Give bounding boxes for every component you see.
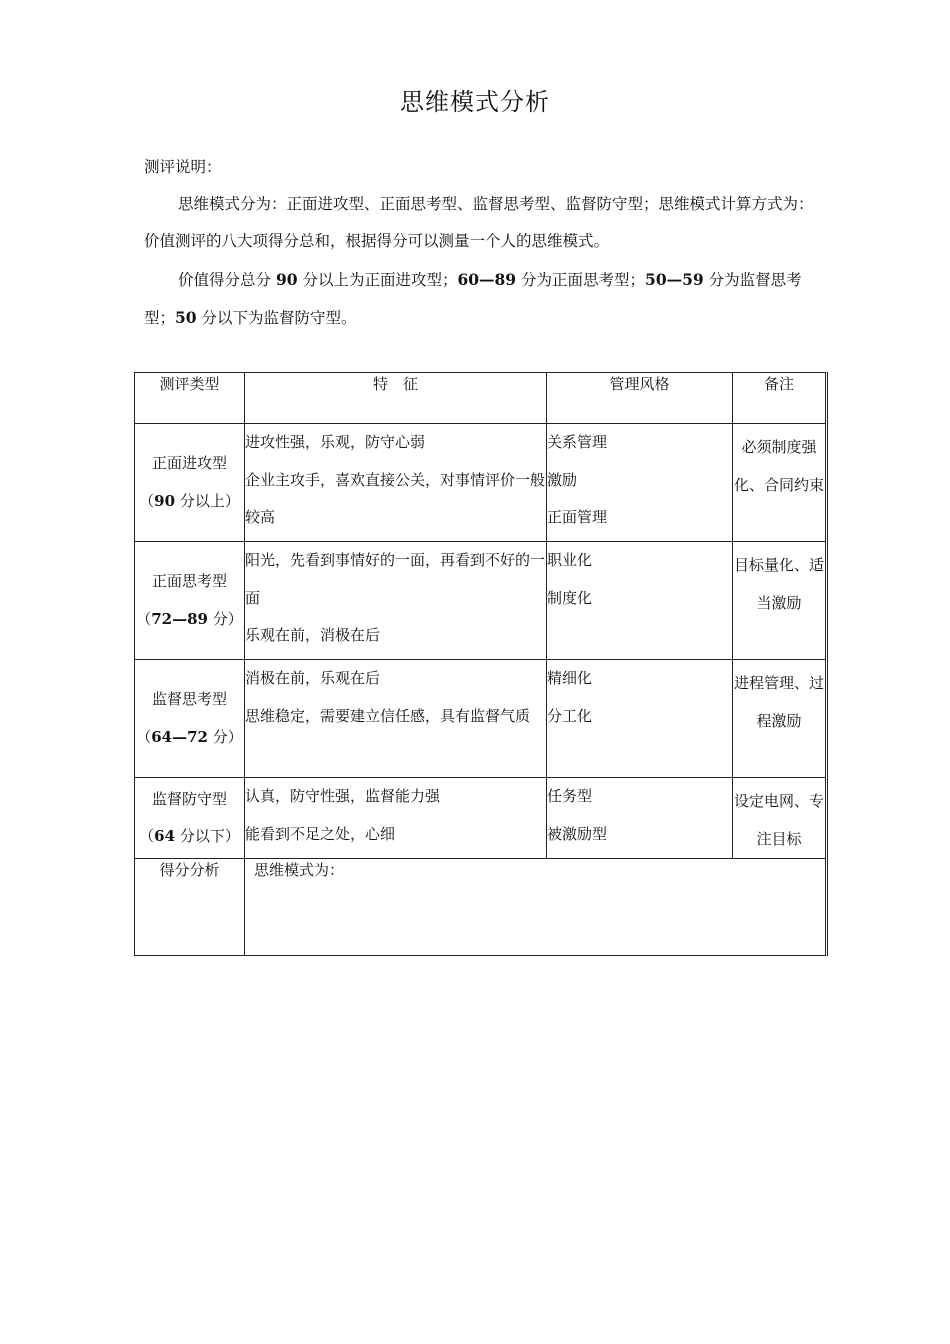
feature-line: 思维稳定，需要建立信任感，具有监督气质: [245, 706, 531, 725]
range-score: 64—72: [151, 727, 208, 746]
page-title: 思维模式分析: [400, 88, 550, 116]
style-line: 职业化: [547, 551, 593, 569]
header-features: 特 征: [245, 373, 547, 424]
type-cell: [135, 424, 245, 542]
note-cell: 设定电网、专注目标: [733, 778, 827, 859]
range-text: 分）: [207, 727, 243, 746]
table-header-row: [135, 373, 827, 424]
header-note: 备注: [733, 373, 827, 424]
feature-line: 乐观在前，消极在后: [245, 626, 381, 644]
range-score: 72—89: [151, 609, 208, 628]
type-name: 监督防守型: [151, 789, 227, 808]
style-line: 激励: [547, 470, 578, 489]
type-name: 正面思考型: [151, 572, 227, 590]
style-line: 任务型: [547, 787, 593, 805]
para2-score: 50—59: [645, 270, 704, 289]
type-name: 正面进攻型: [151, 454, 227, 472]
table-row: [135, 424, 827, 542]
intro-label: 测评说明：: [144, 158, 222, 176]
header-style: 管理风格: [547, 373, 733, 424]
feature-line: 进攻性强，乐观，防守心弱: [245, 433, 426, 451]
table-row: [135, 660, 827, 778]
style-cell: [547, 660, 733, 778]
table-row: [135, 778, 827, 859]
type-range: [135, 818, 244, 856]
style-cell: [547, 542, 733, 660]
range-text: 分以上）: [175, 491, 240, 510]
range-score: 64: [154, 827, 176, 845]
features-cell: [245, 660, 547, 778]
score-field[interactable]: 思维模式为：: [245, 859, 827, 956]
range-text: （: [139, 491, 155, 510]
style-cell: [547, 778, 733, 859]
range-text: （: [139, 827, 155, 845]
para2-score: 90: [275, 270, 298, 289]
style-line: 精细化: [547, 669, 593, 687]
type-range: [135, 601, 244, 639]
type-name: 监督思考型: [151, 690, 227, 708]
style-line: 分工化: [547, 706, 593, 725]
para2-text: 价值得分总分: [178, 271, 276, 289]
para2-text: 分为正面思考型；: [516, 271, 646, 289]
note-cell: 进程管理、过程激励: [733, 660, 827, 778]
para2-text: 分以下为监督防守型。: [196, 309, 357, 327]
score-row: [135, 859, 827, 956]
header-type: 测评类型: [135, 373, 245, 424]
feature-line: 阳光，先看到事情好的一面，再看到不好的一面: [245, 551, 546, 607]
features-cell: [245, 542, 547, 660]
note-cell: 必须制度强化、合同约束: [733, 424, 827, 542]
type-cell: [135, 542, 245, 660]
para2-text: 分为监督思考型；: [144, 271, 802, 327]
range-text: （: [136, 727, 152, 746]
feature-line: 消极在前，乐观在后: [245, 669, 381, 687]
range-text: （: [136, 609, 152, 628]
style-line: 制度化: [547, 588, 593, 607]
type-range: [135, 719, 244, 757]
thinking-mode-table: [134, 372, 828, 956]
table-row: [135, 542, 827, 660]
features-cell: [245, 778, 547, 859]
style-cell: [547, 424, 733, 542]
intro-paragraph-1: 思维模式分为：正面进攻型、正面思考型、监督思考型、监督防守型；思维模式计算方式为：价值测评的八大项得分总和，根据得分可以测量一个人的思维模式。: [144, 195, 814, 250]
type-cell: [135, 778, 245, 859]
type-cell: [135, 660, 245, 778]
para2-score: 50: [175, 308, 197, 327]
range-text: 分）: [207, 609, 243, 628]
feature-line: 企业主攻手，喜欢直接公关，对事情评价一般较高: [245, 470, 546, 526]
para2-score: 60—89: [457, 270, 517, 289]
note-cell: 目标量化、适当激励: [733, 542, 827, 660]
range-score: 90: [154, 491, 176, 510]
style-line: 关系管理: [547, 433, 608, 451]
style-line: 正面管理: [547, 508, 608, 526]
type-range: [135, 483, 244, 521]
style-line: 被激励型: [547, 824, 608, 843]
features-cell: [245, 424, 547, 542]
score-label: 得分分析: [135, 859, 245, 956]
feature-line: 能看到不足之处，心细: [245, 824, 396, 843]
range-text: 分以下）: [175, 827, 240, 845]
intro-paragraph-2: [144, 261, 814, 337]
para2-text: 分以上为正面进攻型；: [297, 271, 458, 289]
feature-line: 认真，防守性强，监督能力强: [245, 787, 441, 805]
